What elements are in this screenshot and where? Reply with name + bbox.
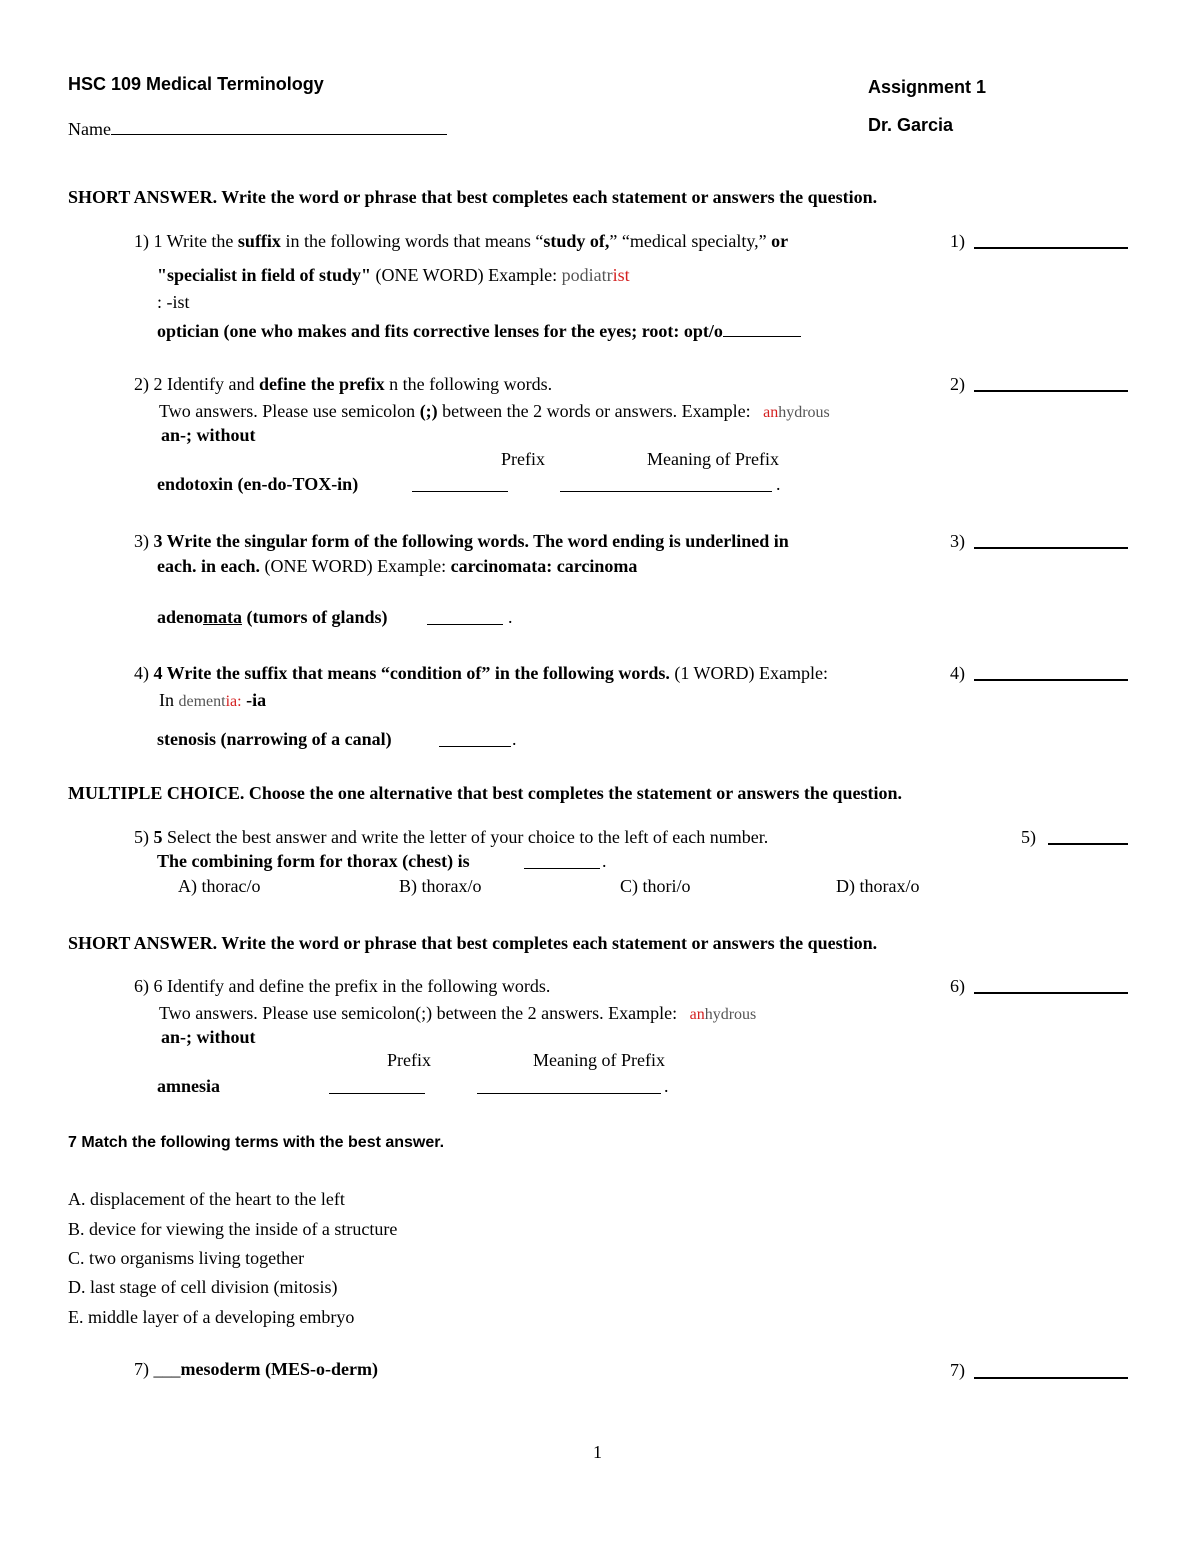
section-heading-short-answer: SHORT ANSWER. Write the word or phrase that best completes each statement or answers the question.: [68, 187, 878, 207]
question-5-index: 5: [153, 827, 163, 847]
answer-3-blank[interactable]: [974, 547, 1128, 549]
question-6-example-rest: hydrous: [704, 1006, 757, 1023]
match-choice-c: C. two organisms living together: [68, 1248, 305, 1268]
question-2-col-meaning: Meaning of Prefix: [647, 449, 779, 469]
answer-7-label: 7): [950, 1360, 965, 1380]
answer-2-blank[interactable]: [974, 390, 1128, 392]
question-2-text: between the 2 words or answers. Example:: [437, 401, 756, 421]
question-2-prefix-blank[interactable]: [412, 491, 508, 492]
name-blank[interactable]: [111, 116, 447, 135]
question-6-line-2: [159, 1003, 756, 1025]
question-1-keyword: suffix: [237, 231, 286, 251]
question-6-number: 6): [134, 976, 149, 996]
question-1-keyword: or: [771, 231, 789, 251]
question-5-line-1: [134, 827, 768, 849]
instructor-name: Dr. Garcia: [868, 115, 954, 135]
question-4-example-answer: -ia: [241, 690, 267, 710]
answer-5-blank[interactable]: [1048, 843, 1128, 845]
question-6-text: 6 Identify and define the prefix in the following words.: [153, 976, 551, 996]
question-1-line-3: : -ist: [157, 292, 190, 312]
question-2-keyword: (;): [419, 401, 438, 421]
question-3-text: 3 Write the singular form of the following words. The word ending is underlined in: [153, 531, 789, 551]
question-5-period: .: [602, 851, 607, 871]
question-3-line-2: [157, 556, 637, 578]
question-6-line-1: [134, 976, 550, 998]
question-2-example-prefix: an: [763, 404, 779, 421]
question-1-text: (ONE WORD) Example:: [371, 265, 562, 285]
question-2-text: Two answers. Please use semicolon: [159, 401, 420, 421]
question-1-term: [157, 318, 801, 343]
question-3-text: each. in each.: [157, 556, 260, 576]
question-6-line-3: an-; without: [161, 1027, 256, 1047]
question-6-term: amnesia: [157, 1076, 220, 1096]
match-choice-e: E. middle layer of a developing embryo: [68, 1307, 355, 1327]
question-3-inline-blank[interactable]: [427, 624, 503, 625]
question-1-inline-blank[interactable]: [723, 318, 801, 337]
question-5-inline-blank[interactable]: [524, 868, 600, 869]
question-4-term: stenosis (narrowing of a canal): [157, 729, 392, 749]
question-3-text: (ONE WORD) Example:: [260, 556, 451, 576]
answer-6-label: 6): [950, 976, 965, 996]
question-1-keyword: study of,: [543, 231, 610, 251]
question-1-number: 1): [134, 231, 149, 251]
question-7-number: 7): [134, 1359, 149, 1379]
question-1-example-suffix: ist: [612, 265, 630, 285]
option-c[interactable]: C) thori/o: [620, 876, 691, 896]
section-heading-multiple-choice: MULTIPLE CHOICE. Choose the one alternative that best completes the statement or answers the question.: [68, 783, 902, 803]
question-3-term: [157, 607, 388, 629]
question-2-example-rest: hydrous: [778, 404, 830, 421]
question-4-text: (1 WORD) Example:: [669, 663, 828, 683]
question-3-term-ending: mata: [203, 607, 243, 627]
question-1-keyword: "specialist in field of study": [157, 265, 372, 285]
question-2-line-1: [134, 374, 552, 396]
question-3-term-gloss: (tumors of glands): [242, 607, 388, 627]
question-2-line-2: [159, 401, 830, 423]
question-1-text: in the following words that means “: [285, 231, 544, 251]
question-2-text: 2 Identify and: [153, 374, 259, 394]
answer-4-label: 4): [950, 663, 965, 683]
question-4-number: 4): [134, 663, 149, 683]
question-3-example: carcinomata: carcinoma: [450, 556, 638, 576]
question-4-example-root: dement: [178, 693, 226, 710]
question-4-inline-blank[interactable]: [439, 746, 511, 747]
question-1-line-1: [134, 231, 788, 253]
question-2-line-3: an-; without: [161, 425, 256, 445]
question-6-period: .: [664, 1076, 669, 1096]
question-7-inline-blank[interactable]: ___: [153, 1359, 181, 1379]
question-4-example-suffix: ia:: [225, 693, 242, 710]
answer-3-label: 3): [950, 531, 965, 551]
question-2-period: .: [776, 474, 781, 494]
answer-5-label: 5): [1021, 827, 1036, 847]
question-6-col-prefix: Prefix: [387, 1050, 431, 1070]
question-2-number: 2): [134, 374, 149, 394]
answer-6-blank[interactable]: [974, 992, 1128, 994]
name-field[interactable]: [68, 116, 447, 141]
option-a[interactable]: A) thorac/o: [178, 876, 261, 896]
answer-4-blank[interactable]: [974, 679, 1128, 681]
question-6-prefix-blank[interactable]: [329, 1093, 425, 1094]
match-choice-d: D. last stage of cell division (mitosis): [68, 1277, 338, 1297]
question-4-line-2: [159, 690, 266, 712]
question-4-text: 4 Write the suffix that means “condition of” in the following words.: [153, 663, 670, 683]
question-7-heading: 7 Match the following terms with the best answer.: [68, 1134, 445, 1151]
option-b[interactable]: B) thorax/o: [399, 876, 482, 896]
question-3-number: 3): [134, 531, 149, 551]
match-choice-b: B. device for viewing the inside of a structure: [68, 1219, 398, 1239]
course-title: HSC 109 Medical Terminology: [68, 74, 324, 94]
question-2-text: n the following words.: [389, 374, 553, 394]
page-number: 1: [593, 1442, 602, 1462]
question-2-meaning-blank[interactable]: [560, 491, 772, 492]
answer-1-label: 1): [950, 231, 965, 251]
question-1-line-2: [157, 265, 630, 287]
question-7-item: [134, 1359, 378, 1381]
question-4-text: In: [159, 690, 179, 710]
question-5-stem: The combining form for thorax (chest) is: [157, 851, 470, 871]
assignment-title: Assignment 1: [868, 77, 987, 97]
question-4-period: .: [512, 729, 517, 749]
question-6-col-meaning: Meaning of Prefix: [533, 1050, 665, 1070]
question-2-keyword: define the prefix: [258, 374, 390, 394]
answer-2-label: 2): [950, 374, 965, 394]
answer-7-blank[interactable]: [974, 1377, 1128, 1379]
question-2-term: endotoxin (en-do-TOX-in): [157, 474, 359, 494]
question-3-line-1: [134, 531, 789, 553]
name-label: Name: [68, 119, 111, 139]
question-1-term-text: optician (one who makes and fits corrective lenses for the eyes; root: opt/o: [157, 321, 723, 341]
answer-1-blank[interactable]: [974, 247, 1128, 249]
question-3-term-root: adeno: [157, 607, 204, 627]
question-4-line-1: [134, 663, 828, 685]
question-1-text: ” “medical specialty,”: [609, 231, 772, 251]
question-6-example-prefix: an: [689, 1006, 705, 1023]
question-1-text: 1 Write the: [153, 231, 238, 251]
match-choice-a: A. displacement of the heart to the left: [68, 1189, 345, 1209]
question-6-text: Two answers. Please use semicolon(;) between the 2 answers. Example:: [159, 1003, 682, 1023]
question-3-period: .: [508, 607, 513, 627]
section-heading-short-answer-2: SHORT ANSWER. Write the word or phrase that best completes each statement or answers the question.: [68, 933, 878, 953]
question-5-number: 5): [134, 827, 149, 847]
question-2-col-prefix: Prefix: [501, 449, 545, 469]
question-7-term: mesoderm (MES-o-derm): [180, 1359, 378, 1379]
question-6-meaning-blank[interactable]: [477, 1093, 661, 1094]
question-1-example-root: podiatr: [561, 265, 613, 285]
question-5-text: Select the best answer and write the letter of your choice to the left of each number.: [162, 827, 769, 847]
option-d[interactable]: D) thorax/o: [836, 876, 920, 896]
